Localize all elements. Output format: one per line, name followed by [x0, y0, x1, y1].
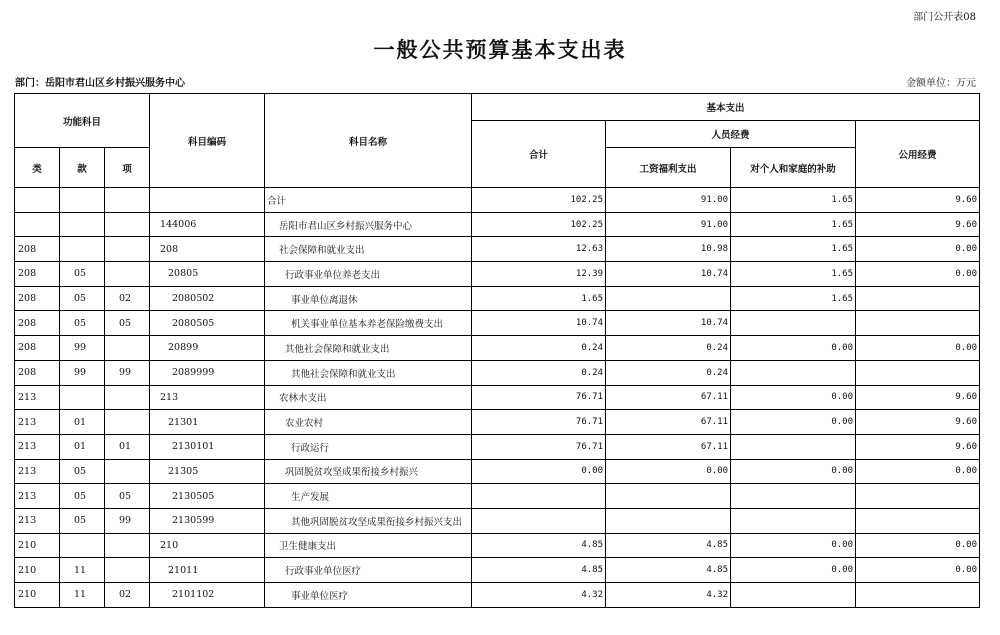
- cell-wages: 67.11: [606, 410, 731, 435]
- cell-lei: 208: [15, 286, 60, 311]
- table-row: [15, 237, 980, 262]
- cell-wages: [606, 286, 731, 311]
- cell-name: 行政运行: [265, 434, 472, 459]
- cell-wages: 0.00: [606, 459, 731, 484]
- cell-xiang: 99: [105, 508, 150, 533]
- cell-total: 102.25: [472, 212, 606, 237]
- cell-kuan: 11: [60, 558, 105, 583]
- cell-total: 1.65: [472, 286, 606, 311]
- cell-wages: [606, 508, 731, 533]
- cell-name: 行政事业单位养老支出: [265, 262, 472, 287]
- header-total: 合计: [472, 121, 606, 188]
- cell-name: 合计: [265, 188, 472, 213]
- cell-total: 12.63: [472, 237, 606, 262]
- cell-kuan: [60, 188, 105, 213]
- cell-subsidy: [731, 434, 856, 459]
- cell-subsidy: 0.00: [731, 385, 856, 410]
- department-label: 部门：岳阳市君山区乡村振兴服务中心: [15, 78, 185, 89]
- cell-public: [856, 508, 980, 533]
- cell-wages: 91.00: [606, 188, 731, 213]
- cell-name: 农业农村: [265, 410, 472, 435]
- cell-total: 12.39: [472, 262, 606, 287]
- cell-wages: 0.24: [606, 360, 731, 385]
- cell-public: 9.60: [856, 385, 980, 410]
- table-row: [15, 385, 980, 410]
- cell-lei: 208: [15, 336, 60, 361]
- cell-name: 生产发展: [265, 484, 472, 509]
- cell-public: 0.00: [856, 262, 980, 287]
- cell-lei: 208: [15, 311, 60, 336]
- cell-wages: 67.11: [606, 434, 731, 459]
- form-number: 部门公开表08: [913, 12, 976, 23]
- cell-xiang: [105, 262, 150, 287]
- cell-wages: [606, 484, 731, 509]
- header-func-subject: 功能科目: [15, 94, 150, 148]
- cell-subsidy: [731, 508, 856, 533]
- table-row: [15, 533, 980, 558]
- cell-subsidy: [731, 583, 856, 608]
- cell-lei: 210: [15, 533, 60, 558]
- cell-subsidy: 1.65: [731, 237, 856, 262]
- cell-name: 其他社会保障和就业支出: [265, 360, 472, 385]
- table-row: [15, 558, 980, 583]
- cell-xiang: [105, 237, 150, 262]
- header-lei: 类: [15, 148, 60, 188]
- cell-lei: 210: [15, 583, 60, 608]
- cell-total: 76.71: [472, 385, 606, 410]
- cell-code: 2101102: [150, 583, 265, 608]
- cell-total: 10.74: [472, 311, 606, 336]
- cell-code: 210: [150, 533, 265, 558]
- cell-wages: 4.85: [606, 533, 731, 558]
- cell-total: 4.85: [472, 558, 606, 583]
- cell-public: 9.60: [856, 188, 980, 213]
- cell-name: 其他社会保障和就业支出: [265, 336, 472, 361]
- table-row: [15, 311, 980, 336]
- cell-total: 0.24: [472, 336, 606, 361]
- cell-kuan: 01: [60, 434, 105, 459]
- cell-total: 76.71: [472, 434, 606, 459]
- cell-code: 144006: [150, 212, 265, 237]
- cell-name: 岳阳市君山区乡村振兴服务中心: [265, 212, 472, 237]
- cell-name: 卫生健康支出: [265, 533, 472, 558]
- cell-wages: 10.98: [606, 237, 731, 262]
- cell-name: 农林水支出: [265, 385, 472, 410]
- table-row: [15, 459, 980, 484]
- table-row: [15, 583, 980, 608]
- cell-lei: 213: [15, 459, 60, 484]
- cell-code: 2080505: [150, 311, 265, 336]
- cell-public: 0.00: [856, 459, 980, 484]
- cell-wages: 4.32: [606, 583, 731, 608]
- cell-name: 其他巩固脱贫攻坚成果衔接乡村振兴支出: [265, 508, 472, 533]
- cell-name: 行政事业单位医疗: [265, 558, 472, 583]
- table-row: [15, 410, 980, 435]
- table-row: [15, 484, 980, 509]
- cell-subsidy: 1.65: [731, 286, 856, 311]
- table-row: [15, 434, 980, 459]
- cell-kuan: 05: [60, 508, 105, 533]
- cell-name: 机关事业单位基本养老保险缴费支出: [265, 311, 472, 336]
- table-row: [15, 212, 980, 237]
- cell-code: [150, 188, 265, 213]
- cell-public: 0.00: [856, 533, 980, 558]
- table-row: [15, 262, 980, 287]
- cell-public: 9.60: [856, 410, 980, 435]
- cell-xiang: [105, 410, 150, 435]
- cell-lei: 213: [15, 484, 60, 509]
- cell-xiang: [105, 336, 150, 361]
- table-row: [15, 508, 980, 533]
- cell-lei: 213: [15, 385, 60, 410]
- cell-code: 2130101: [150, 434, 265, 459]
- cell-subsidy: 1.65: [731, 262, 856, 287]
- cell-xiang: [105, 188, 150, 213]
- header-public: 公用经费: [856, 121, 980, 188]
- cell-subsidy: [731, 484, 856, 509]
- cell-code: 21305: [150, 459, 265, 484]
- cell-lei: [15, 188, 60, 213]
- cell-subsidy: 0.00: [731, 336, 856, 361]
- cell-total: 0.24: [472, 360, 606, 385]
- cell-lei: 208: [15, 262, 60, 287]
- cell-public: 0.00: [856, 558, 980, 583]
- cell-public: [856, 360, 980, 385]
- cell-wages: 0.24: [606, 336, 731, 361]
- cell-lei: 213: [15, 434, 60, 459]
- amount-unit-label: 金额单位：万元: [906, 78, 976, 89]
- cell-kuan: [60, 385, 105, 410]
- cell-kuan: 05: [60, 311, 105, 336]
- cell-wages: 67.11: [606, 385, 731, 410]
- cell-kuan: 05: [60, 459, 105, 484]
- cell-wages: 10.74: [606, 311, 731, 336]
- cell-public: 9.60: [856, 434, 980, 459]
- cell-public: [856, 583, 980, 608]
- cell-subsidy: [731, 311, 856, 336]
- cell-public: [856, 311, 980, 336]
- cell-lei: 213: [15, 508, 60, 533]
- cell-wages: 10.74: [606, 262, 731, 287]
- cell-xiang: 02: [105, 583, 150, 608]
- cell-lei: 213: [15, 410, 60, 435]
- cell-code: 2130599: [150, 508, 265, 533]
- cell-public: [856, 286, 980, 311]
- header-subject-code: 科目编码: [150, 94, 265, 188]
- cell-kuan: 99: [60, 360, 105, 385]
- cell-subsidy: [731, 360, 856, 385]
- cell-total: 4.32: [472, 583, 606, 608]
- cell-kuan: 05: [60, 286, 105, 311]
- cell-xiang: 99: [105, 360, 150, 385]
- cell-name: 巩固脱贫攻坚成果衔接乡村振兴: [265, 459, 472, 484]
- cell-kuan: 05: [60, 262, 105, 287]
- cell-xiang: 02: [105, 286, 150, 311]
- header-subject-name: 科目名称: [265, 94, 472, 188]
- header-wages: 工资福利支出: [606, 148, 731, 188]
- cell-kuan: [60, 237, 105, 262]
- cell-kuan: 99: [60, 336, 105, 361]
- cell-code: 20899: [150, 336, 265, 361]
- cell-lei: 210: [15, 558, 60, 583]
- cell-total: [472, 508, 606, 533]
- cell-subsidy: 0.00: [731, 459, 856, 484]
- cell-subsidy: 1.65: [731, 188, 856, 213]
- header-personnel: 人员经费: [606, 121, 856, 148]
- cell-lei: [15, 212, 60, 237]
- cell-name: 社会保障和就业支出: [265, 237, 472, 262]
- table-row: [15, 188, 980, 213]
- cell-subsidy: 0.00: [731, 558, 856, 583]
- cell-wages: 4.85: [606, 558, 731, 583]
- cell-code: 2080502: [150, 286, 265, 311]
- cell-subsidy: 0.00: [731, 410, 856, 435]
- cell-name: 事业单位离退休: [265, 286, 472, 311]
- cell-public: 0.00: [856, 336, 980, 361]
- cell-lei: 208: [15, 237, 60, 262]
- cell-kuan: 05: [60, 484, 105, 509]
- cell-code: 20805: [150, 262, 265, 287]
- table-row: [15, 286, 980, 311]
- cell-code: 213: [150, 385, 265, 410]
- cell-xiang: [105, 385, 150, 410]
- cell-xiang: 05: [105, 311, 150, 336]
- cell-total: 102.25: [472, 188, 606, 213]
- cell-xiang: 05: [105, 484, 150, 509]
- cell-xiang: [105, 533, 150, 558]
- cell-kuan: 11: [60, 583, 105, 608]
- cell-code: 21011: [150, 558, 265, 583]
- cell-kuan: [60, 212, 105, 237]
- cell-xiang: [105, 558, 150, 583]
- cell-total: 76.71: [472, 410, 606, 435]
- cell-xiang: [105, 459, 150, 484]
- cell-kuan: [60, 533, 105, 558]
- header-basic-expenditure: 基本支出: [472, 94, 980, 121]
- cell-code: 208: [150, 237, 265, 262]
- header-subsidy: 对个人和家庭的补助: [731, 148, 856, 188]
- cell-subsidy: 1.65: [731, 212, 856, 237]
- cell-xiang: 01: [105, 434, 150, 459]
- page-title: 一般公共预算基本支出表: [373, 37, 627, 62]
- header-kuan: 款: [60, 148, 105, 188]
- cell-lei: 208: [15, 360, 60, 385]
- cell-code: 2130505: [150, 484, 265, 509]
- cell-code: 2089999: [150, 360, 265, 385]
- cell-public: 9.60: [856, 212, 980, 237]
- cell-xiang: [105, 212, 150, 237]
- cell-public: [856, 484, 980, 509]
- cell-total: [472, 484, 606, 509]
- cell-total: 4.85: [472, 533, 606, 558]
- table-row: [15, 336, 980, 361]
- cell-public: 0.00: [856, 237, 980, 262]
- budget-table: [14, 93, 980, 608]
- table-row: [15, 360, 980, 385]
- cell-kuan: 01: [60, 410, 105, 435]
- cell-total: 0.00: [472, 459, 606, 484]
- cell-code: 21301: [150, 410, 265, 435]
- header-xiang: 项: [105, 148, 150, 188]
- cell-subsidy: 0.00: [731, 533, 856, 558]
- cell-wages: 91.00: [606, 212, 731, 237]
- cell-name: 事业单位医疗: [265, 583, 472, 608]
